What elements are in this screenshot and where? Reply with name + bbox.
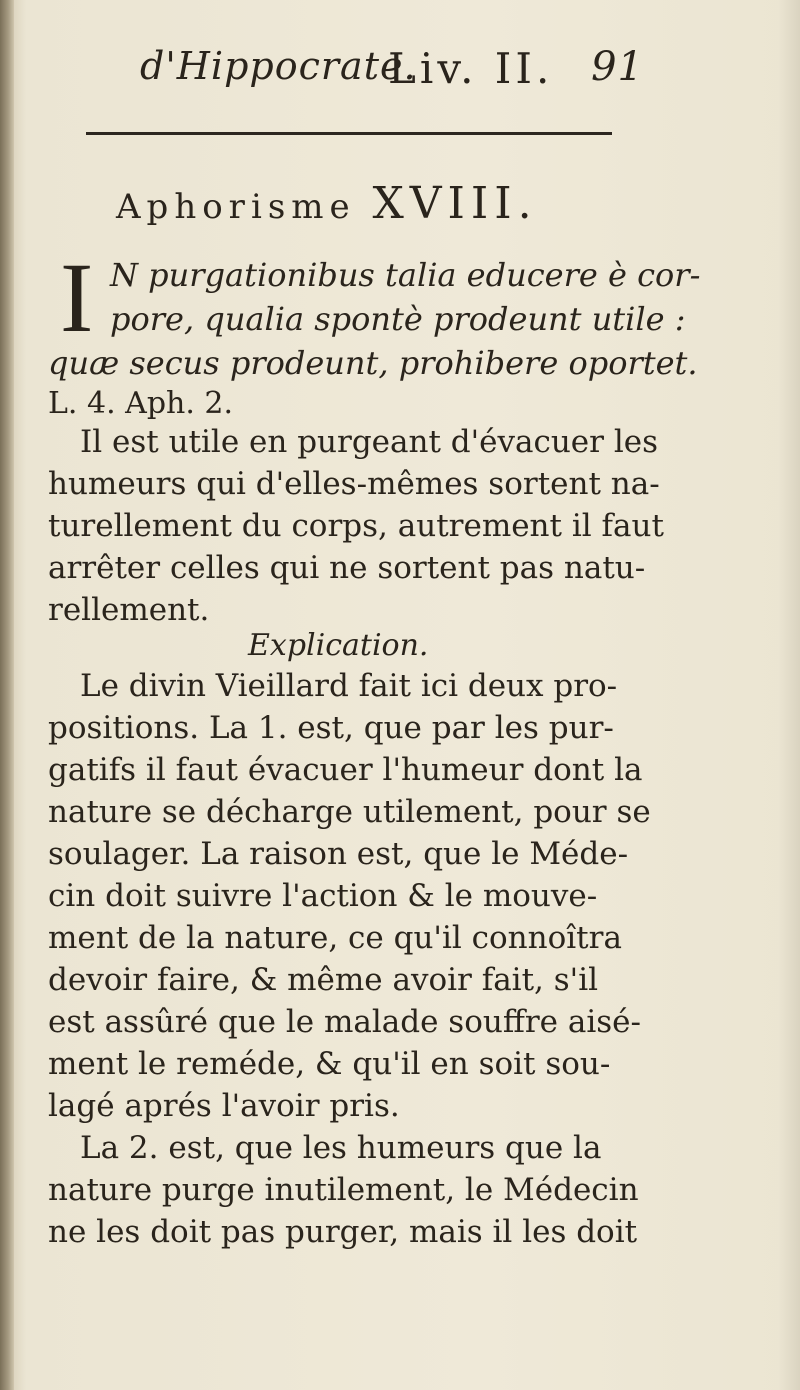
aphorism-label: Aphorisme	[116, 187, 356, 227]
explication-line: devoir faire, & même avoir fait, s'il	[48, 962, 599, 998]
latin-line: pore, qualia spontè prodeunt utile :	[110, 300, 686, 338]
french-line: Il est utile en purgeant d'évacuer les	[80, 424, 658, 460]
french-line: arrêter celles qui ne sortent pas natu-	[48, 550, 646, 586]
book-spine	[0, 0, 14, 1390]
explication-line: Le divin Vieillard fait ici deux pro-	[80, 668, 618, 704]
explication-line: ne les doit pas purger, mais il les doit	[48, 1214, 638, 1250]
aphorism-number: XVIII.	[372, 178, 538, 229]
french-line: turellement du corps, autrement il faut	[48, 508, 664, 544]
running-head	[140, 44, 660, 100]
book-number: Liv. II.	[388, 44, 554, 93]
running-title: d'Hippocrate.	[140, 44, 417, 88]
explication-line: ment de la nature, ce qu'il connoîtra	[48, 920, 622, 956]
explication-line: cin doit suivre l'action & le mouve-	[48, 878, 598, 914]
french-line: rellement.	[48, 592, 210, 628]
aphorism-title	[116, 178, 676, 229]
drop-cap: I	[60, 242, 94, 353]
explication-line: lagé aprés l'avoir pris.	[48, 1088, 400, 1124]
header-rule	[86, 132, 612, 135]
explication-heading: Explication.	[248, 628, 429, 663]
explication-line: La 2. est, que les humeurs que la	[80, 1130, 602, 1166]
explication-line: positions. La 1. est, que par les pur-	[48, 710, 614, 746]
latin-line: quæ secus prodeunt, prohibere oportet.	[48, 344, 698, 382]
page-edge	[778, 0, 800, 1390]
explication-line: soulager. La raison est, que le Méde-	[48, 836, 629, 872]
explication-line: nature purge inutilement, le Médecin	[48, 1172, 639, 1208]
explication-line: ment le reméde, & qu'il en soit sou-	[48, 1046, 611, 1082]
latin-reference: L. 4. Aph. 2.	[48, 386, 234, 421]
explication-line: nature se décharge utilement, pour se	[48, 794, 651, 830]
page-number: 91	[591, 44, 644, 90]
latin-line: N purgationibus talia educere è cor-	[110, 256, 701, 294]
explication-line: gatifs il faut évacuer l'humeur dont la	[48, 752, 643, 788]
french-line: humeurs qui d'elles-mêmes sortent na-	[48, 466, 660, 502]
explication-line: est assûré que le malade souffre aisé-	[48, 1004, 641, 1040]
